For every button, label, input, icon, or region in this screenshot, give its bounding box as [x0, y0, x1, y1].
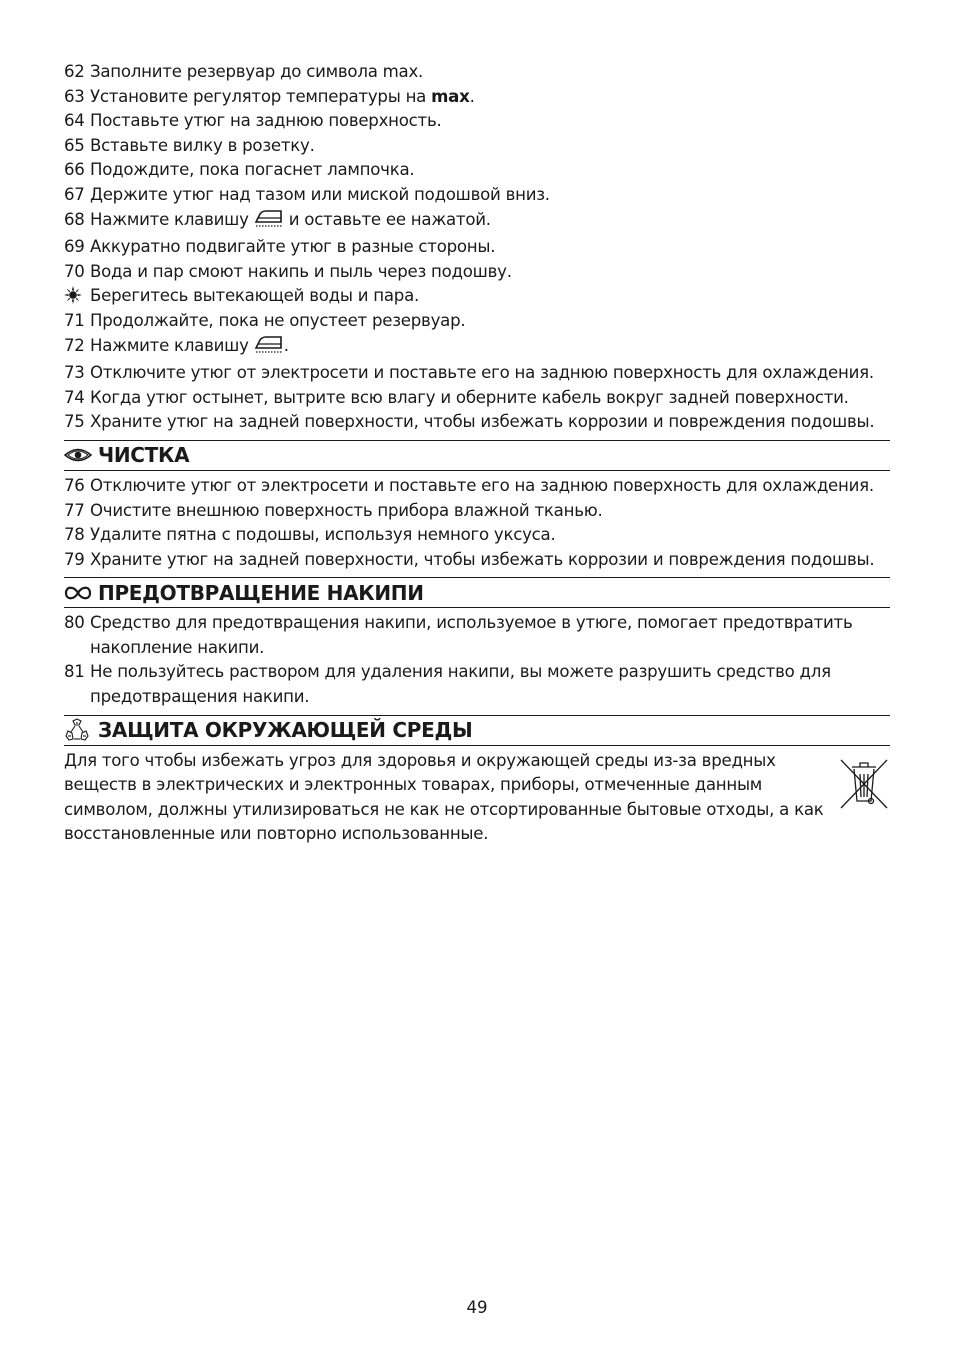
- list-item: [64, 474, 890, 499]
- step-number: 62: [64, 62, 85, 81]
- list-item: [64, 386, 890, 411]
- steps-list-a: [64, 60, 890, 435]
- eye-icon: [64, 447, 98, 463]
- list-item: [64, 660, 890, 709]
- section-header-environment: [64, 715, 890, 746]
- self-clean-key-icon: [254, 334, 284, 362]
- step-text: Средство для предотвращения накипи, используемое в утюге, помогает предотвратить накопление накипи.: [90, 613, 853, 657]
- list-item: [64, 611, 890, 660]
- list-item: [64, 183, 890, 208]
- step-text: Отключите утюг от электросети и поставьте его на заднюю поверхность для охлаждения.: [90, 475, 874, 495]
- step-text: Подождите, пока погаснет лампочка.: [90, 160, 415, 180]
- list-item: [64, 361, 890, 386]
- step-number: 64: [64, 111, 85, 131]
- list-item: [64, 260, 890, 285]
- bold-value: max: [431, 86, 470, 106]
- step-number: 77: [64, 500, 85, 520]
- list-item: [64, 499, 890, 524]
- step-text: Удалите пятна с подошвы, используя немного уксуса.: [90, 525, 556, 545]
- list-item: [64, 158, 890, 183]
- environment-text: Для того чтобы избежать угроз для здоровья и окружающей среды из-за вредных веществ в электрических и электронных товарах, приборы, отмеченные данным символом, должны утилизироваться не как не отсортированные бытовые отходы, а как восстановленные или повторно использованные.: [64, 750, 824, 844]
- step-number: 78: [64, 525, 85, 545]
- step-number: 70: [64, 261, 85, 281]
- steps-list-antiscale: [64, 611, 890, 709]
- section-title: ЗАЩИТА ОКРУЖАЮЩЕЙ СРЕДЫ: [98, 718, 473, 743]
- list-item: [64, 309, 890, 334]
- list-item: [64, 235, 890, 260]
- step-text: Поставьте утюг на заднюю поверхность.: [90, 111, 442, 131]
- step-text: Продолжайте, пока не опустеет резервуар.: [90, 310, 466, 330]
- step-number: 74: [64, 387, 85, 407]
- infinity-icon: [64, 585, 98, 601]
- page-number: 49: [466, 1298, 488, 1317]
- section-header-cleaning: [64, 440, 890, 471]
- step-text: Заполните резервуар до символа max.: [90, 62, 424, 81]
- step-text: Установите регулятор температуры на max.: [90, 86, 475, 106]
- list-item: [64, 85, 890, 110]
- step-number: 63: [64, 86, 85, 106]
- manual-page: [64, 60, 890, 847]
- step-text: Вода и пар смоют накипь и пыль через подошву.: [90, 261, 512, 281]
- steps-list-cleaning: [64, 474, 890, 572]
- list-item: [64, 208, 890, 236]
- section-title: ЧИСТКА: [98, 443, 190, 468]
- list-item: [64, 109, 890, 134]
- step-number: 79: [64, 549, 85, 569]
- step-text: Очистите внешнюю поверхность прибора влажной тканью.: [90, 500, 603, 520]
- environment-block: [64, 749, 890, 847]
- step-text: Храните утюг на задней поверхности, чтобы избежать коррозии и повреждения подошвы.: [90, 549, 875, 569]
- warning-star-icon: [64, 284, 90, 309]
- step-number: 65: [64, 135, 85, 155]
- step-number: 71: [64, 310, 85, 330]
- step-text: Нажмите клавишу .: [90, 334, 890, 362]
- list-item: [64, 134, 890, 159]
- list-item: [64, 410, 890, 435]
- step-number: 80: [64, 613, 85, 633]
- step-text: Нажмите клавишу и оставьте ее нажатой.: [90, 208, 890, 236]
- step-text: Берегитесь вытекающей воды и пара.: [90, 286, 420, 306]
- step-text: Аккуратно подвигайте утюг в разные стороны.: [90, 237, 496, 257]
- list-item: [64, 548, 890, 573]
- step-number: 66: [64, 160, 85, 180]
- section-header-antiscale: [64, 577, 890, 608]
- step-text: Отключите утюг от электросети и поставьте его на заднюю поверхность для охлаждения.: [90, 363, 874, 383]
- step-text: Когда утюг остынет, вытрите всю влагу и оберните кабель вокруг задней поверхности.: [90, 387, 849, 407]
- step-number: 68: [64, 209, 85, 229]
- section-title: ПРЕДОТВРАЩЕНИЕ НАКИПИ: [98, 580, 424, 605]
- step-number: 81: [64, 662, 85, 682]
- step-text: Не пользуйтесь раствором для удаления накипи, вы можете разрушить средство для предотвращения накипи.: [90, 662, 831, 707]
- step-number: 67: [64, 184, 85, 204]
- self-clean-key-icon: [254, 208, 284, 236]
- list-item: [64, 523, 890, 548]
- recycle-icon: [64, 718, 98, 742]
- step-number: 76: [64, 475, 85, 495]
- step-number: 69: [64, 237, 85, 257]
- list-item: [64, 334, 890, 362]
- step-text: Вставьте вилку в розетку.: [90, 135, 315, 155]
- step-text: Держите утюг над тазом или миской подошвой вниз.: [90, 184, 550, 204]
- step-number: 75: [64, 412, 85, 432]
- list-item: [64, 60, 890, 85]
- list-item: [64, 284, 890, 309]
- step-number: 73: [64, 363, 85, 383]
- step-number: 72: [64, 335, 85, 355]
- crossed-bin-icon: [838, 757, 890, 815]
- step-text: Храните утюг на задней поверхности, чтобы избежать коррозии и повреждения подошвы.: [90, 412, 875, 432]
